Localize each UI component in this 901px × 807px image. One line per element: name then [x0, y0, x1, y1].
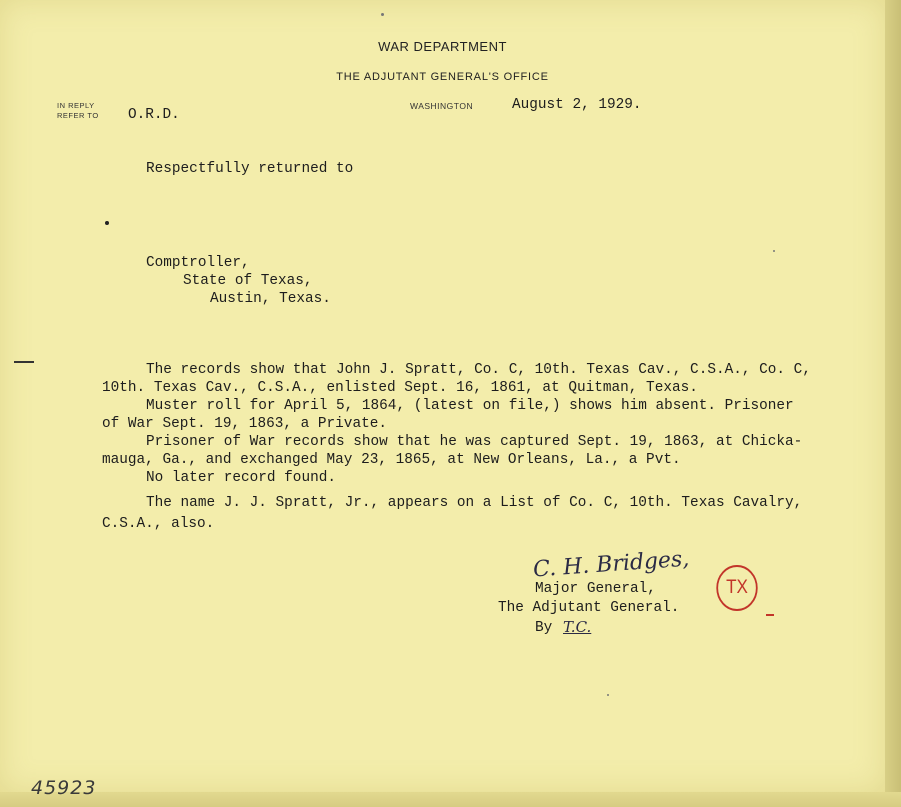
by-initials: T.C. [563, 618, 592, 636]
body-line-1: The records show that John J. Spratt, Co. C, 10th. Texas Cav., C.S.A., Co. C, [146, 362, 811, 378]
letterhead-department: WAR DEPARTMENT [378, 39, 507, 54]
refer-value: O.R.D. [128, 107, 180, 123]
body-line-3: Muster roll for April 5, 1864, (latest on file,) shows him absent. Prisoner [146, 398, 794, 414]
body-line-7: No later record found. [146, 470, 336, 486]
signature-title-1: Major General, [535, 581, 656, 597]
handwritten-file-number: 45923 [31, 777, 97, 799]
address-line-1: Comptroller, [146, 255, 250, 271]
body-line-8: The name J. J. Spratt, Jr., appears on a List of Co. C, 10th. Texas Cavalry, [146, 495, 803, 511]
place-label: WASHINGTON [410, 101, 474, 111]
body-line-2: 10th. Texas Cav., C.S.A., enlisted Sept. 16, 1861, at Quitman, Texas. [102, 380, 698, 396]
tx-stamp: TX [716, 565, 757, 611]
refer-label-line1: IN REPLY [57, 101, 95, 110]
body-line-6: mauga, Ga., and exchanged May 23, 1865, at New Orleans, La., a Pvt. [102, 452, 681, 468]
body-line-9: C.S.A., also. [102, 516, 215, 532]
refer-label [57, 101, 99, 121]
handwritten-signature: C. H. Bridges, [532, 546, 691, 583]
signature-title-2: The Adjutant General. [498, 600, 680, 616]
page-edge-right [885, 0, 901, 807]
address-line-2: State of Texas, [183, 273, 313, 289]
salutation: Respectfully returned to [146, 161, 354, 177]
letter-date: August 2, 1929. [512, 97, 642, 113]
paper-speck [773, 250, 775, 252]
body-line-5: Prisoner of War records show that he was captured Sept. 19, 1863, at Chicka- [146, 434, 803, 450]
address-line-3: Austin, Texas. [210, 291, 331, 307]
stamp-mark [766, 614, 774, 616]
paper-speck [607, 694, 609, 696]
margin-dot [105, 221, 109, 225]
refer-label-line2: REFER TO [57, 111, 99, 120]
letterhead-office: THE ADJUTANT GENERAL'S OFFICE [336, 71, 549, 83]
margin-fold-mark [14, 361, 34, 363]
page-edge-bottom [0, 792, 901, 807]
paper-speck [381, 13, 384, 16]
by-label: By [535, 620, 553, 636]
body-line-4: of War Sept. 19, 1863, a Private. [102, 416, 387, 432]
